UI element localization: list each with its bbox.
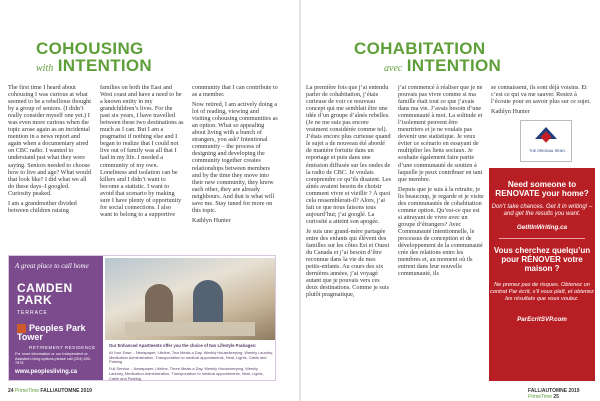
left-page-number: 24 bbox=[8, 388, 14, 394]
camden-ad-package-1: At Your Ease – Newspaper, Lifeline, Two Meals a Day, Weekly Housekeeping, Weekly Laundry, Medication Administration, Transportation to medical appointments, Heat, Lights, Cable and Parking bbox=[109, 349, 273, 365]
left-footer-pub: PrimeTime bbox=[14, 388, 39, 394]
right-col2-para2: Depuis que je suis à la retraite, je lis beaucoup, je regarde et je visite des communautés de cohabitation comme option. Qu’est-ce que est si attrayant de vivre avec un groupe d’étrangers? Avec Communauté intentionnelle, le processus de conception et de développement de la communauté crée des relations entre les membres et, au moment où ils entrent dans leur nouvelle communauté, ils bbox=[398, 185, 484, 278]
reno-ad-divider bbox=[499, 238, 585, 239]
right-signature: Kathlyn Hunter bbox=[491, 108, 530, 116]
reno-ad-fr-subtext: Ne prenez pas de risques. Obtenez un contrat Par écrit, s’il vous plaît, et obtenez les résultats que vous voulez. bbox=[490, 282, 594, 302]
camden-park-logo-name: CAMDEN PARK bbox=[17, 281, 73, 307]
reno-seal-text: THE ORIGINAL RENO bbox=[529, 149, 565, 153]
camden-ad-package-2: Full Service – Newspaper, Lifeline, Three Meals a Day, Weekly Housekeeping, Weekly Laundry, Medication Administration, Transportation to medical appointments, Heat, Lights, Cable and Parking bbox=[109, 366, 264, 381]
right-col1-para1: La première fois que j’ai entendu parler de cohabitation, j’étais curieuse de voir ce nouveau concept qui me semblait être une idée d’un groupe d’aînés rebelles. (Je ne me suis pas encore vraiment considérée comme tel). J’étais encore plus curieuse quand le sujet a de nouveau été abordé de manière fortuite dans un reportage et puis dans une émission diffusée sur les ondes de la radio de CBC. Je voulais comprendre ce qu’ils disaient. Les aînés avaient besoin de choisir comment vivre et vieillir ? À quoi cela ressemblerait-il? Alors, j’ai fait ce que nous faisons tous aujourd’hui; j’ai googlé. La curiosité a atteint son apogée. bbox=[306, 84, 392, 225]
right-heading bbox=[354, 40, 501, 75]
left-col1-para1: The first time I heard about cohousing I was curious at what seemed to be a rebellious thought by a group of seniors. (I didn’t really consider myself one yet.) I was even more curious when the topic arose again as an incidental mention in a news report and again when a documentary aired on CBC radio. I wanted to understand just what they were saying. Seniors needed to choose how to live and age? What would that look like? I did what we all do these days–I googled. Curiosity peaked. bbox=[8, 84, 92, 197]
right-footer-pub: PrimeTime bbox=[528, 394, 552, 400]
right-col1-para2: Je suis une grand-mère partagée entre des enfants qui élèvent des familles sur les côtes Est et Ouest du Canada et j’ai besoin d’être reconnue dans la vie de mes petits-enfants. Au cours des six dernières années, j’ai voyagé autant que je pouvais vers ces deux destinations. Comme je suis plutôt pragmatique, bbox=[306, 227, 390, 299]
left-col2-para1: families on both the East and West coast and have a need to be a known entity in my grandchildren’s lives. For the past six years, I have travelled between these two destinations as much as I can. But I am a pragmatist if nothing else and I began to realize that I could not live out of family was all that I had in my life. I needed a community of my own. Loneliness and isolation can be killers and I didn’t want to become a statistic. I want to avoid that scenario by making sure I have plenty of opportunity for social connections. I also want to belong to a supportive bbox=[100, 84, 184, 218]
peoples-park-tower-name: Peoples Park Tower bbox=[17, 323, 86, 342]
renovate-ad[interactable] bbox=[489, 168, 595, 381]
reno-ad-en-question: Need someone to RENOVATE your home? bbox=[495, 180, 589, 198]
right-footer-issue: FALL/AUTOMNE 2019 bbox=[528, 388, 580, 394]
right-column-1 bbox=[306, 84, 392, 301]
peoples-park-tower-sub: RETIREMENT RESIDENCE bbox=[29, 345, 96, 350]
left-col1-para2: I am a grandmother divided between children raising bbox=[8, 199, 77, 214]
right-heading-line1: COHABITATION bbox=[354, 39, 486, 58]
left-heading-line1: COHOUSING bbox=[36, 39, 144, 58]
right-column-3 bbox=[491, 84, 595, 118]
reno-ad-fr-url[interactable]: ParEcritSVP.com bbox=[517, 316, 567, 323]
left-col3-para2: Now retired, I am actively doing a lot of reading, viewing and visiting cohousing communities as an option. What so appealing about living with a bunch of strangers, you ask? Intentional community – the process of designing and developing the community together creates relationships between members and by the time they move into their new community, they know each other, they are already neighbours. And that is what will save me. Stay tuned for more on this topic. bbox=[192, 101, 278, 214]
left-heading-line2: INTENTION bbox=[57, 56, 152, 75]
camden-ad-url[interactable]: www.peoplesliving.ca bbox=[15, 369, 78, 375]
reno-seal-logo bbox=[520, 120, 572, 162]
right-col2-para1: j’ai commencé à réaliser que je ne pouvais pas vivre comme si ma famille était tout ce que j’avais dans ma vie. J’avais besoin d’une communauté à moi. La solitude et l’isolement peuvent être meurtriers et je ne voulais pas devenir une statistique. Je veux éviter ce scénario en essayant de multiplier les liens sociaux. Je souhaite également faire partie d’une communauté de soutien à laquelle je peux contribuer en tant que membre. bbox=[398, 84, 483, 183]
camden-ad-contact: For more information or our Independent or Assisted Living options please call (204) 632-7878 bbox=[15, 352, 92, 366]
reno-ad-en-url[interactable]: GetItInWriting.ca bbox=[516, 224, 568, 231]
left-heading-with: with bbox=[36, 63, 54, 74]
right-page-number: 25 bbox=[553, 394, 559, 400]
right-footer bbox=[528, 388, 600, 400]
left-signature: Kathlyn Hunter bbox=[192, 216, 231, 224]
right-heading-line2: INTENTION bbox=[406, 56, 502, 75]
camden-ad-copy-heading: Our Enhanced Apartments offer you the choice of two Lifestyle Packages: bbox=[109, 343, 257, 348]
camden-park-logo-sub: TERRACE bbox=[17, 310, 48, 316]
reno-ad-en-subtext: Don’t take chances. Get it in writing! – and get the results you want. bbox=[491, 204, 593, 217]
right-column-2 bbox=[398, 84, 484, 280]
right-col3-para1: se connaissent, ils sont déjà voisins. Et c’est ce qui va me sauver. Restez à l’écoute pour en savoir plus sur ce sujet. bbox=[491, 84, 591, 106]
right-heading-avec: avec bbox=[384, 63, 403, 74]
left-col3-para1: community that I can contribute to as a member. bbox=[192, 84, 278, 99]
reno-ad-fr-question: Vous cherchez quelqu’un pour RÉNOVER votre maison ? bbox=[493, 246, 591, 273]
camden-ad-tagline: A great place to call home bbox=[15, 262, 89, 270]
left-footer-issue: FALL/AUTOMNE 2019 bbox=[40, 388, 92, 394]
